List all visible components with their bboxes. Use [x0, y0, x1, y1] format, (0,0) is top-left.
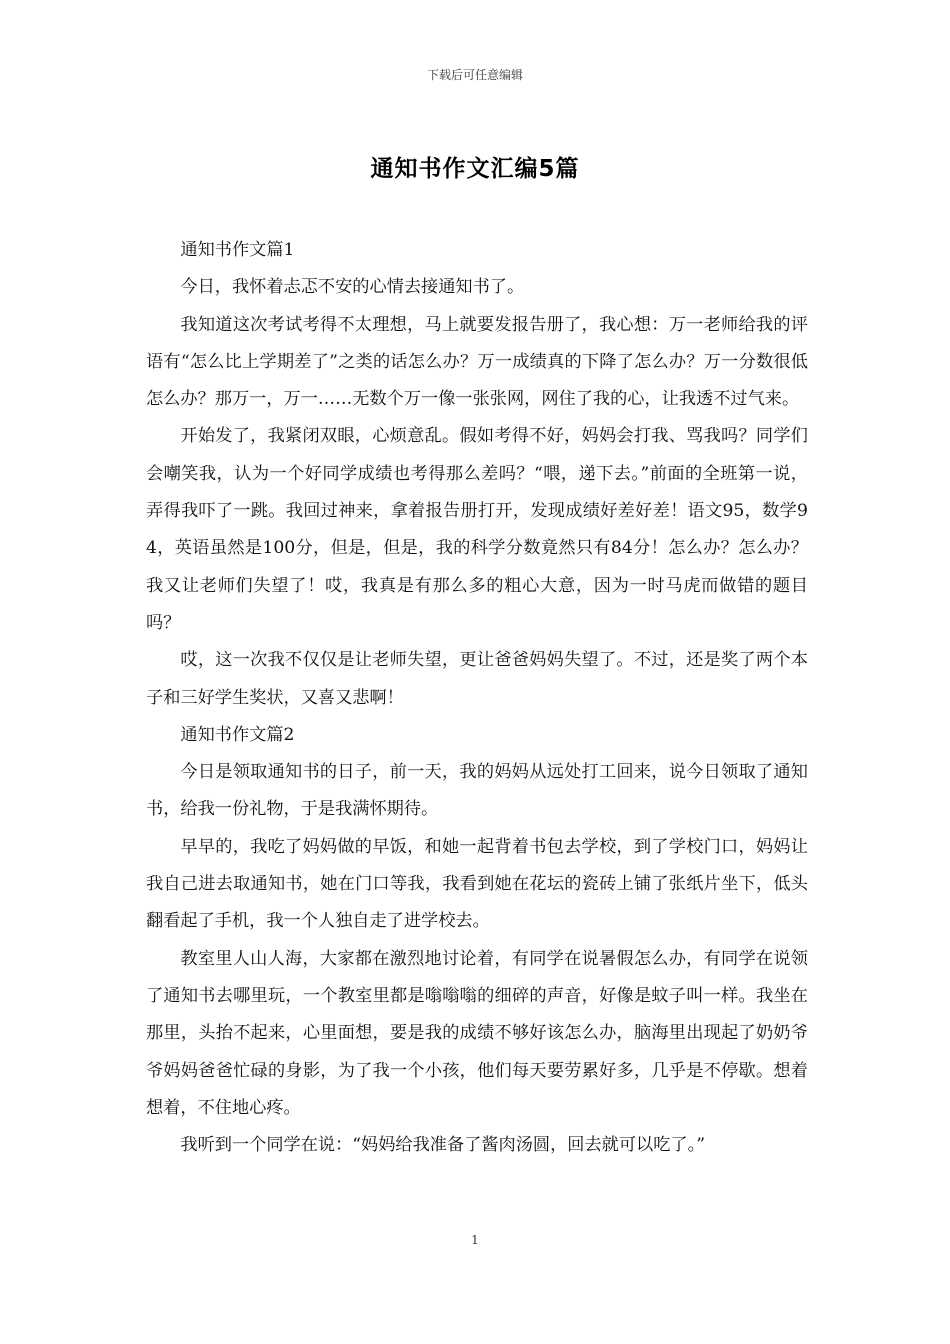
- document-body: [146, 232, 808, 1164]
- paragraph: 开始发了，我紧闭双眼，心烦意乱。假如考得不好，妈妈会打我、骂我吗？同学们会嘲笑我，认为一个好同学成绩也考得那么差吗？“喂，递下去。”前面的全班第一说，弄得我吓了一跳。我回过神来，拿着报告册打开，发现成绩好差好差！语文95，数学94，英语虽然是100分，但是，但是，我的科学分数竟然只有84分！怎么办？怎么办？我又让老师们失望了！哎，我真是有那么多的粗心大意，因为一时马虎而做错的题目吗？: [146, 426, 808, 633]
- section-heading: 通知书作文篇1: [180, 240, 295, 260]
- paragraph: 哎，这一次我不仅仅是让老师失望，更让爸爸妈妈失望了。不过，还是奖了两个本子和三好学生奖状，又喜又悲啊！: [146, 650, 808, 708]
- paragraph: 今日是领取通知书的日子，前一天，我的妈妈从远处打工回来，说今日领取了通知书，给我一份礼物，于是我满怀期待。: [146, 762, 808, 820]
- page-number: 1: [471, 1233, 479, 1247]
- document-title: 通知书作文汇编5篇: [370, 156, 580, 182]
- paragraph: 我听到一个同学在说：“妈妈给我准备了酱肉汤圆，回去就可以吃了。”: [180, 1135, 705, 1156]
- section-heading: 通知书作文篇2: [180, 724, 295, 745]
- header-note: 下载后可任意编辑: [426, 68, 523, 82]
- paragraph: 我知道这次考试考得不太理想，马上就要发报告册了，我心想：万一老师给我的评语有“怎么比上学期差了”之类的话怎么办？万一成绩真的下降了怎么办？万一分数很低怎么办？那万一，万一……无数个万一像一张张网，网住了我的心，让我透不过气来。: [146, 314, 808, 410]
- paragraph: 教室里人山人海，大家都在激烈地讨论着，有同学在说暑假怎么办，有同学在说领了通知书去哪里玩，一个教室里都是嗡嗡嗡的细碎的声音，好像是蚊子叫一样。我坐在那里，头抬不起来，心里面想，要是我的成绩不够好该怎么办，脑海里出现起了奶奶爷爷妈妈爸爸忙碌的身影，为了我一个小孩，他们每天要劳累好多，几乎是不停歇。想着想着，不住地心疼。: [146, 948, 808, 1118]
- paragraph: 早早的，我吃了妈妈做的早饭，和她一起背着书包去学校，到了学校门口，妈妈让我自己进去取通知书，她在门口等我，我看到她在花坛的瓷砖上铺了张纸片坐下，低头翻看起了手机，我一个人独自走了进学校去。: [146, 836, 808, 932]
- paragraph: 今日，我怀着忐忑不安的心情去接通知书了。: [180, 277, 525, 298]
